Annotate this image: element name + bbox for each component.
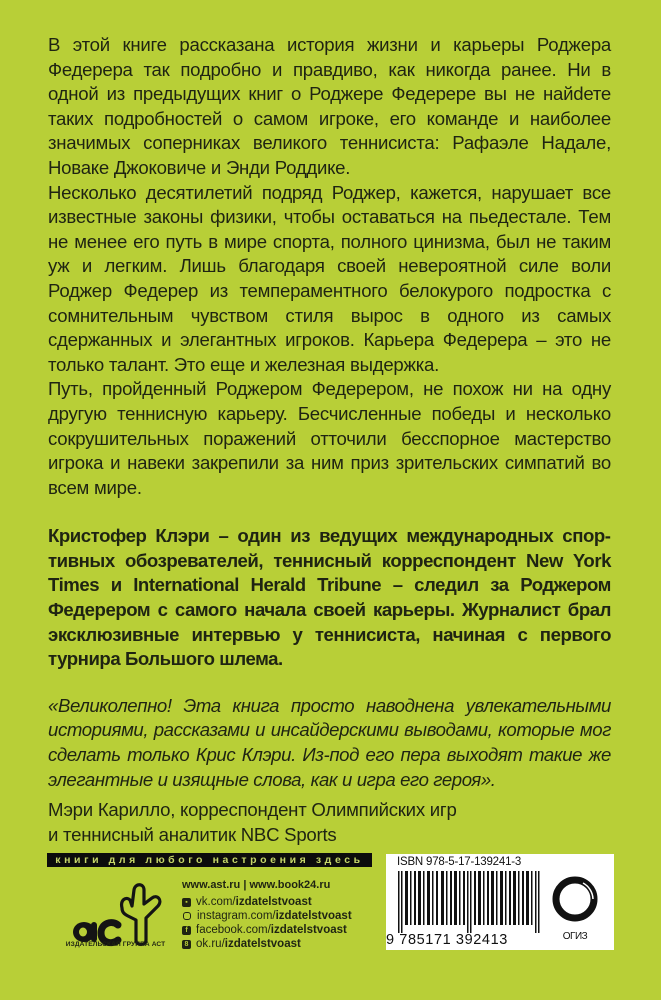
description-paragraph-1: В этой книге рассказана история жизни и карьеры Роджера Федерера так подробно и правдиво, как никогда ранее. Ни в одной из предыдущих книг о Роджере Федерере вы не найdете таких подробностей о самом игроке, его команде и наиболее значимых соперниках великого теннисиста: Рафаэле Надале, Новаке Джоковиче и Энди Роддике. (48, 34, 611, 178)
ast-logo-caption: ИЗДАТЕЛЬСКАЯ ГРУППА АСТ (65, 941, 166, 948)
review-quote: «Великолепно! Эта книга просто наводнена увлекательными историями, рассказами и инсайдерскими выводами, которые мог сделать только Крис Клэри. Из-под его пера выходят такие же элегантные и изящные слова, как и игра его героя». (48, 694, 611, 790)
social-link-instagram[interactable]: instagram.com/ izdatelstvoast (182, 909, 382, 923)
isbn-label: ISBN 978-5-17-139241-3 (397, 856, 522, 868)
author-bio: Кристофер Клэри – один из ведущих международных спортивных обозревателей, теннисный корреспондент New York Times и International Herald Tribune – следил за Роджером Федерером с самого начала своей карьеры. Журналист брал эксклюзивные интервью у теннисиста, начиная с первого турнира Большого шлема. (48, 525, 611, 670)
ogiz-logo-icon (550, 874, 600, 924)
description-paragraph-3: Путь, пройденный Роджером Федерером, не похож ни на одну другую теннисную карьеру. Бесчисленные победы и несколько сокрушительных поражений отточили бесспорное мастерство игрока и навеки закрепили за ним приз зрительских симпатий во всем мире. (48, 378, 611, 498)
attribution-line-2: и теннисный аналитик NBC Sports (48, 823, 337, 845)
description-paragraph-2: Несколько десятилетий подряд Роджер, кажется, нарушает все известные законы физики, чтобы оставаться на пьедестале. Тем не менее его путь в мире спорта, полного цинизма, был не таким уж и легким. Лишь благодаря своей невероятной силе воли Роджер Федерер из темпераментного белокурого подростка с сомнительным чувством стиля вырос в одного из самых сдержанных и элегантных игроков. Карьера Федерера – это не только талант. Это еще и железная выдержка. (48, 181, 611, 375)
ast-logo-icon (60, 878, 170, 968)
social-link-odnoklassniki[interactable]: 8 ok.ru/ izdatelstvoast (182, 937, 382, 951)
ean-digits: 9 785171 392413 (386, 932, 508, 948)
review-attribution (48, 798, 611, 847)
publisher-links (182, 877, 382, 951)
publisher-websites[interactable]: www.ast.ru | www.book24.ru (182, 879, 331, 891)
publisher-slogan-strip: книги для любого настроения здесь (47, 853, 372, 867)
attribution-line-1: Мэри Карилло, корреспондент Олимпийских игр (48, 799, 457, 821)
back-cover-text (48, 33, 611, 847)
odnoklassniki-icon: 8 (182, 940, 191, 949)
social-link-facebook[interactable]: f facebook.com/ izdatelstvoast (182, 923, 382, 937)
barcode-icon (396, 871, 542, 933)
instagram-icon (183, 912, 191, 920)
ogiz-logo-caption: ОГИЗ (562, 931, 588, 942)
isbn-barcode-box (386, 854, 614, 950)
facebook-icon: f (182, 926, 191, 935)
social-link-vk[interactable]: ▪ vk.com/ izdatelstvoast (182, 895, 382, 909)
vk-icon: ▪ (182, 898, 191, 907)
